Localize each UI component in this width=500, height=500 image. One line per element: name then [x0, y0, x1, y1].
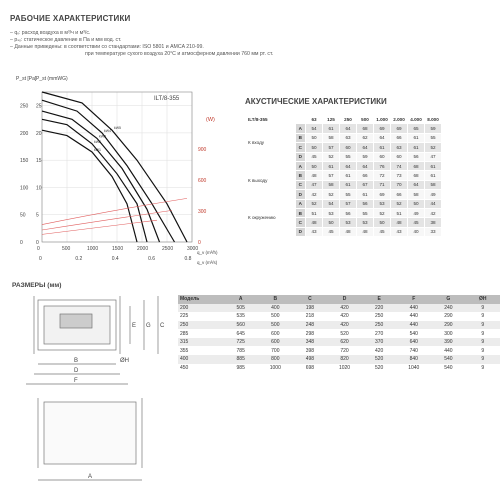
freq-header: 1.000 [374, 115, 391, 124]
acoustic-cell: 71 [374, 180, 391, 189]
dim-cell: 9 [466, 364, 500, 373]
y2-tick-label: 5 [36, 212, 39, 219]
acoustic-cell: 76 [374, 161, 391, 170]
acoustic-title: АКУСТИЧЕСКИЕ ХАРАКТЕРИСТИКИ [245, 97, 387, 106]
acoustic-cell: 47 [425, 152, 442, 161]
acoustic-level-letter: C [295, 180, 305, 189]
freq-header: 500 [357, 115, 374, 124]
dim-row [178, 329, 500, 338]
dim-cell: 440 [396, 321, 431, 330]
dim-cell: 420 [327, 304, 362, 313]
acoustic-cell: 38 [425, 218, 442, 227]
acoustic-cell: 73 [391, 171, 408, 180]
acoustic-cell: 50 [306, 161, 323, 170]
x-tick-label: 1000 [87, 246, 99, 252]
dim-cell: 290 [431, 321, 465, 330]
acoustic-cell: 48 [306, 171, 323, 180]
dim-cell: 560 [223, 321, 257, 330]
performance-title: РАБОЧИЕ ХАРАКТЕРИСТИКИ [10, 14, 131, 23]
y2-tick-label: 20 [36, 130, 42, 137]
dim-row [178, 346, 500, 355]
dim-header: B [258, 295, 293, 304]
acoustic-cell: 51 [306, 208, 323, 217]
dimensions-drawing [16, 292, 176, 487]
y2-tick-label: 25 [36, 103, 42, 110]
dim-label-c: C [160, 323, 165, 329]
acoustic-cell: 56 [357, 199, 374, 208]
acoustic-cell: 59 [357, 152, 374, 161]
acoustic-row [246, 199, 442, 208]
dim-cell: 1020 [327, 364, 362, 373]
y-tick-label: 50 [20, 212, 26, 219]
acoustic-cell: 61 [408, 133, 425, 142]
acoustic-cell: 52 [323, 152, 340, 161]
power-curve [42, 210, 172, 230]
acoustic-cell: 62 [357, 133, 374, 142]
acoustic-cell: 58 [323, 133, 340, 142]
x2-tick-label: 0.4 [111, 256, 119, 262]
acoustic-cell: 64 [340, 124, 357, 133]
acoustic-level-letter: B [295, 133, 305, 142]
acoustic-cell: 63 [340, 133, 357, 142]
acoustic-cell: 69 [391, 124, 408, 133]
acoustic-level-letter: A [295, 124, 305, 133]
acoustic-cell: 52 [391, 199, 408, 208]
dim-cell: 500 [258, 312, 293, 321]
x-tick-label: 1500 [112, 246, 124, 252]
acoustic-cell: 65 [408, 124, 425, 133]
acoustic-cell: 61 [323, 124, 340, 133]
acoustic-cell: 48 [357, 227, 374, 236]
note-line: – pₛₓ: статическое давление в Па и мм вод. ст. [10, 37, 122, 43]
acoustic-cell: 61 [340, 180, 357, 189]
x-tick-label: 500 [62, 246, 71, 252]
acoustic-cell: 57 [323, 143, 340, 152]
dim-cell: 440 [396, 304, 431, 313]
dim-cell: 540 [431, 364, 465, 373]
freq-header: 250 [340, 115, 357, 124]
acoustic-cell: 61 [323, 161, 340, 170]
acoustic-cell: 64 [357, 161, 374, 170]
acoustic-cell: 72 [374, 171, 391, 180]
acoustic-level-letter: A [295, 161, 305, 170]
acoustic-level-letter: C [295, 218, 305, 227]
acoustic-cell: 54 [306, 124, 323, 133]
acoustic-cell: 61 [425, 161, 442, 170]
dim-cell: 800 [258, 355, 293, 364]
acoustic-cell: 60 [391, 152, 408, 161]
acoustic-level-letter: C [295, 143, 305, 152]
dim-cell: 398 [293, 346, 327, 355]
acoustic-cell: 58 [323, 180, 340, 189]
dim-cell: 700 [258, 346, 293, 355]
performance-notes [10, 30, 273, 58]
freq-header: 125 [323, 115, 340, 124]
x2-tick-label: 0.6 [148, 256, 156, 262]
x2-tick-label: 0 [39, 256, 42, 262]
dim-cell: 820 [327, 355, 362, 364]
dim-cell: 355 [178, 346, 223, 355]
acoustic-cell: 68 [408, 161, 425, 170]
dim-header: F [396, 295, 431, 304]
acoustic-model: ILT/8-355 [246, 115, 306, 124]
dim-cell: 520 [327, 329, 362, 338]
acoustic-cell: 68 [408, 171, 425, 180]
dim-cell: 9 [466, 355, 500, 364]
dim-cell: 300 [431, 329, 465, 338]
dim-cell: 600 [258, 329, 293, 338]
dim-cell: 500 [258, 321, 293, 330]
dim-cell: 440 [396, 312, 431, 321]
series-line [42, 130, 137, 242]
performance-chart [14, 72, 224, 272]
series-label: kW5 [114, 126, 121, 131]
acoustic-cell: 52 [306, 199, 323, 208]
dim-row [178, 321, 500, 330]
y-tick-label: 0 [20, 240, 23, 246]
dim-cell: 885 [223, 355, 257, 364]
acoustic-cell: 55 [425, 133, 442, 142]
y-tick-label: 150 [20, 158, 29, 165]
acoustic-cell: 66 [391, 133, 408, 142]
series-label: kW3 [99, 134, 106, 139]
acoustic-cell: 64 [357, 143, 374, 152]
acoustic-cell: 56 [340, 208, 357, 217]
acoustic-cell: 57 [323, 171, 340, 180]
dim-cell: 520 [362, 364, 396, 373]
dimensions-title: РАЗМЕРЫ (мм) [12, 282, 62, 289]
x2-tick-label: 0.8 [184, 256, 192, 262]
y-tick-label: 250 [20, 103, 29, 110]
acoustic-cell: 50 [374, 218, 391, 227]
y-tick-label: 200 [20, 130, 29, 137]
acoustic-cell: 43 [306, 227, 323, 236]
acoustic-group-label: К выходу [246, 161, 296, 199]
acoustic-cell: 51 [391, 208, 408, 217]
dim-cell: 600 [258, 338, 293, 347]
y2-tick-label: 0 [36, 240, 39, 246]
x-tick-label: 3000 [187, 246, 199, 252]
x-tick-label: 2000 [137, 246, 149, 252]
y2-tick-label: 15 [36, 158, 42, 165]
dim-cell: 9 [466, 338, 500, 347]
dim-header: A [223, 295, 257, 304]
acoustic-cell: 49 [425, 190, 442, 199]
dim-header: D [327, 295, 362, 304]
dim-cell: 1040 [396, 364, 431, 373]
acoustic-cell: 60 [374, 152, 391, 161]
dim-cell: 9 [466, 304, 500, 313]
freq-header: 2.000 [391, 115, 408, 124]
dim-cell: 270 [362, 329, 396, 338]
acoustic-cell: 42 [425, 208, 442, 217]
dim-cell: 620 [327, 338, 362, 347]
dim-cell: 450 [178, 364, 223, 373]
chart-title: ILT/8-355 [154, 96, 180, 102]
x2-tick-label: 0.2 [75, 256, 83, 262]
acoustic-group-label: К входу [246, 124, 296, 162]
series-label: kW2 [94, 139, 101, 144]
acoustic-cell: 53 [357, 218, 374, 227]
x-tick-label: 2500 [162, 246, 174, 252]
dimensions-table [178, 295, 500, 372]
freq-header: 4.000 [408, 115, 425, 124]
acoustic-cell: 61 [425, 171, 442, 180]
dim-cell: 400 [258, 304, 293, 313]
right-axis-label: (W) [206, 116, 215, 123]
series-line [42, 92, 187, 242]
dim-cell: 225 [178, 312, 223, 321]
acoustic-cell: 56 [408, 152, 425, 161]
acoustic-level-letter: D [295, 190, 305, 199]
freq-header: 63 [306, 115, 323, 124]
dim-cell: 520 [362, 355, 396, 364]
dim-cell: 250 [362, 321, 396, 330]
y2-tick-label: 10 [36, 185, 42, 192]
motor [60, 314, 92, 328]
acoustic-cell: 61 [357, 190, 374, 199]
note-line: – Данные приведены: в соответствии со стандартами: ISO 5801 и AMCA 210-99. [10, 44, 204, 50]
dim-cell: 498 [293, 355, 327, 364]
dim-cell: 9 [466, 321, 500, 330]
dim-cell: 645 [223, 329, 257, 338]
dim-cell: 720 [327, 346, 362, 355]
dim-header: E [362, 295, 396, 304]
acoustic-cell: 53 [340, 218, 357, 227]
acoustic-cell: 40 [408, 227, 425, 236]
acoustic-group-label: К окружению [246, 199, 296, 237]
acoustic-cell: 61 [374, 143, 391, 152]
dim-cell: 248 [293, 321, 327, 330]
dim-label-f: F [74, 378, 78, 384]
dim-cell: 725 [223, 338, 257, 347]
dim-cell: 9 [466, 312, 500, 321]
acoustic-cell: 74 [391, 161, 408, 170]
y-axis-label: P_st [Pa] [16, 76, 37, 82]
acoustic-cell: 59 [425, 124, 442, 133]
acoustic-cell: 48 [340, 227, 357, 236]
acoustic-table [245, 114, 442, 237]
acoustic-cell: 55 [340, 152, 357, 161]
acoustic-cell: 53 [374, 199, 391, 208]
series-label: kW4 [104, 128, 111, 133]
acoustic-cell: 52 [323, 190, 340, 199]
acoustic-cell: 44 [425, 199, 442, 208]
dim-cell: 420 [362, 346, 396, 355]
acoustic-level-letter: D [295, 227, 305, 236]
x-axis-label: q_v (m³/h) [197, 250, 218, 255]
dim-cell: 540 [396, 329, 431, 338]
acoustic-cell: 58 [425, 180, 442, 189]
acoustic-cell: 61 [340, 171, 357, 180]
acoustic-cell: 50 [306, 133, 323, 142]
dim-label-d: D [74, 368, 79, 374]
dim-label-b: B [74, 358, 79, 364]
acoustic-cell: 33 [425, 227, 442, 236]
dim-cell: 390 [431, 338, 465, 347]
acoustic-cell: 70 [391, 180, 408, 189]
dim-cell: 220 [362, 304, 396, 313]
acoustic-level-letter: A [295, 199, 305, 208]
dim-row [178, 364, 500, 373]
acoustic-cell: 45 [374, 227, 391, 236]
acoustic-cell: 69 [374, 190, 391, 199]
acoustic-cell: 45 [323, 227, 340, 236]
dim-header: ØH [466, 295, 500, 304]
acoustic-cell: 64 [408, 180, 425, 189]
dim-cell: 420 [327, 321, 362, 330]
acoustic-cell: 69 [374, 124, 391, 133]
dim-cell: 400 [178, 355, 223, 364]
acoustic-level-letter: D [295, 152, 305, 161]
note-line: – qᵥ: расход воздуха в м³/ч и м³/с. [10, 30, 91, 36]
dim-cell: 348 [293, 338, 327, 347]
dim-cell: 240 [431, 304, 465, 313]
acoustic-cell: 66 [357, 171, 374, 180]
x-tick-label: 0 [37, 246, 40, 252]
acoustic-cell: 48 [391, 218, 408, 227]
acoustic-cell: 47 [306, 180, 323, 189]
dim-cell: 315 [178, 338, 223, 347]
dim-cell: 985 [223, 364, 257, 373]
dim-cell: 440 [431, 346, 465, 355]
acoustic-cell: 55 [357, 208, 374, 217]
x-axis-label-2: q_v (m³/s) [197, 260, 218, 265]
acoustic-cell: 55 [340, 190, 357, 199]
acoustic-row [246, 124, 442, 133]
dim-header: C [293, 295, 327, 304]
dim-label-g: G [146, 323, 151, 329]
note-line: при температуре сухого воздуха 20°C и атмосферном давлении 760 мм рт. ст. [85, 51, 274, 57]
acoustic-cell: 68 [357, 124, 374, 133]
acoustic-cell: 50 [408, 199, 425, 208]
dim-cell: 298 [293, 329, 327, 338]
acoustic-cell: 45 [408, 218, 425, 227]
dim-label-e: E [132, 323, 137, 329]
acoustic-cell: 52 [374, 208, 391, 217]
dim-cell: 840 [396, 355, 431, 364]
freq-header: 8.000 [425, 115, 442, 124]
dim-cell: 218 [293, 312, 327, 321]
series-label: kW1 [94, 148, 101, 152]
dim-row [178, 355, 500, 364]
dim-row [178, 304, 500, 313]
acoustic-cell: 50 [323, 218, 340, 227]
dim-cell: 250 [362, 312, 396, 321]
acoustic-cell: 53 [323, 208, 340, 217]
dim-label-h: ØH [120, 358, 129, 364]
acoustic-cell: 61 [408, 143, 425, 152]
dim-cell: 1000 [258, 364, 293, 373]
dim-cell: 540 [431, 355, 465, 364]
dim-cell: 285 [178, 329, 223, 338]
acoustic-level-letter: B [295, 208, 305, 217]
w-tick-label: 0 [198, 240, 201, 246]
acoustic-cell: 57 [340, 199, 357, 208]
dim-cell: 9 [466, 329, 500, 338]
acoustic-cell: 45 [306, 152, 323, 161]
dim-cell: 200 [178, 304, 223, 313]
acoustic-cell: 52 [425, 143, 442, 152]
acoustic-cell: 64 [374, 133, 391, 142]
w-tick-label: 300 [198, 209, 207, 215]
dim-cell: 420 [327, 312, 362, 321]
dim-cell: 290 [431, 312, 465, 321]
dim-cell: 198 [293, 304, 327, 313]
dim-cell: 640 [396, 338, 431, 347]
acoustic-row [246, 161, 442, 170]
dim-cell: 535 [223, 312, 257, 321]
acoustic-cell: 58 [408, 190, 425, 199]
dim-cell: 250 [178, 321, 223, 330]
acoustic-cell: 50 [306, 143, 323, 152]
acoustic-cell: 60 [340, 143, 357, 152]
dim-cell: 370 [362, 338, 396, 347]
dim-row [178, 338, 500, 347]
dim-label-a: A [88, 474, 93, 480]
y-tick-label: 100 [20, 185, 29, 192]
acoustic-cell: 54 [323, 199, 340, 208]
dim-cell: 785 [223, 346, 257, 355]
acoustic-cell: 42 [306, 190, 323, 199]
acoustic-cell: 64 [340, 161, 357, 170]
acoustic-cell: 66 [391, 190, 408, 199]
dim-row [178, 312, 500, 321]
acoustic-cell: 49 [408, 208, 425, 217]
dim-cell: 505 [223, 304, 257, 313]
w-tick-label: 600 [198, 178, 207, 184]
acoustic-cell: 63 [391, 143, 408, 152]
dim-cell: 698 [293, 364, 327, 373]
w-tick-label: 900 [198, 147, 207, 153]
dim-cell: 740 [396, 346, 431, 355]
acoustic-cell: 43 [391, 227, 408, 236]
dim-cell: 9 [466, 346, 500, 355]
y-axis-label-2: P_st (mmWG) [36, 76, 68, 82]
acoustic-cell: 48 [306, 218, 323, 227]
dim-header: Модель [178, 295, 223, 304]
dim-header: G [431, 295, 465, 304]
acoustic-cell: 67 [357, 180, 374, 189]
side-view-body [44, 402, 136, 464]
acoustic-level-letter: B [295, 171, 305, 180]
